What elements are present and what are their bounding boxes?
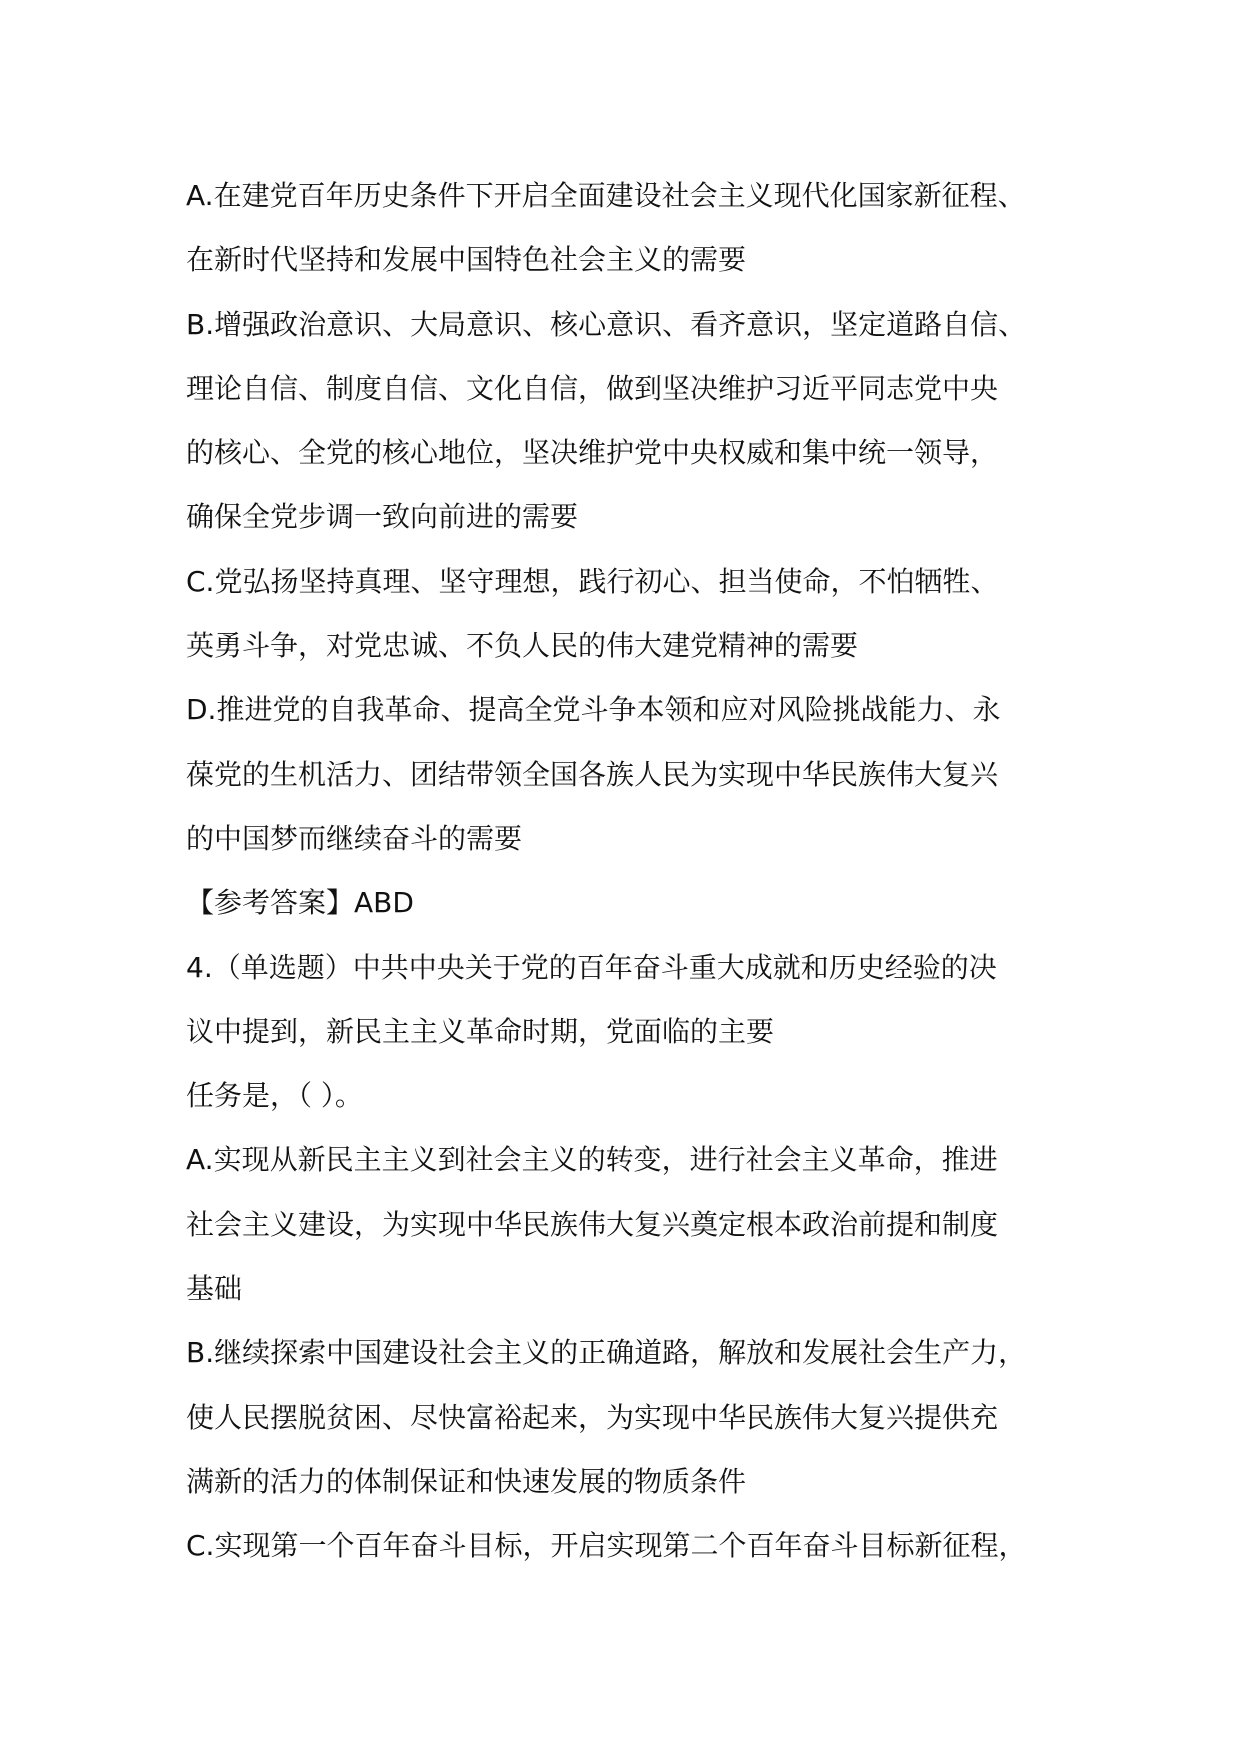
question-4-line-2: 议中提到，新民主主义革命时期，党面临的主要 bbox=[186, 1014, 775, 1048]
option-3d-line-2: 葆党的生机活力、团结带领全国各族人民为实现中华民族伟大复兴 bbox=[186, 757, 999, 791]
option-4a-line-2: 社会主义建设，为实现中华民族伟大复兴奠定根本政治前提和制度 bbox=[186, 1207, 999, 1241]
option-4c-line-1: C.实现第一个百年奋斗目标，开启实现第二个百年奋斗目标新征程， bbox=[186, 1529, 1027, 1563]
option-4a-line-1: A.实现从新民主主义到社会主义的转变，进行社会主义革命，推进 bbox=[186, 1143, 998, 1177]
option-3c-line-2: 英勇斗争，对党忠诚、不负人民的伟大建党精神的需要 bbox=[186, 629, 859, 663]
option-3d-line-3: 的中国梦而继续奋斗的需要 bbox=[186, 821, 523, 855]
option-3a-line-2: 在新时代坚持和发展中国特色社会主义的需要 bbox=[186, 243, 747, 277]
question-4-line-3: 任务是，（ ）。 bbox=[186, 1079, 363, 1113]
option-3b-line-3: 的核心、全党的核心地位，坚决维护党中央权威和集中统一领导， bbox=[186, 436, 999, 470]
option-3c-line-1: C.党弘扬坚持真理、坚守理想，践行初心、担当使命，不怕牺牲、 bbox=[186, 564, 999, 598]
question-4-line-1: 4.（单选题）中共中央关于党的百年奋斗重大成就和历史经验的决 bbox=[186, 950, 997, 984]
answer-key-3: 【参考答案】ABD bbox=[186, 886, 414, 920]
option-3b-line-1: B.增强政治意识、大局意识、核心意识、看齐意识，坚定道路自信、 bbox=[186, 307, 1027, 341]
option-3d-line-1: D.推进党的自我革命、提高全党斗争本领和应对风险挑战能力、永 bbox=[186, 693, 1001, 727]
option-3b-line-4: 确保全党步调一致向前进的需要 bbox=[186, 500, 579, 534]
option-4a-line-3: 基础 bbox=[186, 1272, 243, 1306]
document-body bbox=[186, 164, 1086, 1579]
option-3b-line-2: 理论自信、制度自信、文化自信，做到坚决维护习近平同志党中央 bbox=[186, 371, 999, 405]
option-4b-line-2: 使人民摆脱贫困、尽快富裕起来，为实现中华民族伟大复兴提供充 bbox=[186, 1400, 999, 1434]
option-4b-line-3: 满新的活力的体制保证和快速发展的物质条件 bbox=[186, 1464, 747, 1498]
option-4b-line-1: B.继续探索中国建设社会主义的正确道路，解放和发展社会生产力， bbox=[186, 1336, 1027, 1370]
option-3a-line-1: A.在建党百年历史条件下开启全面建设社会主义现代化国家新征程、 bbox=[186, 179, 1026, 212]
